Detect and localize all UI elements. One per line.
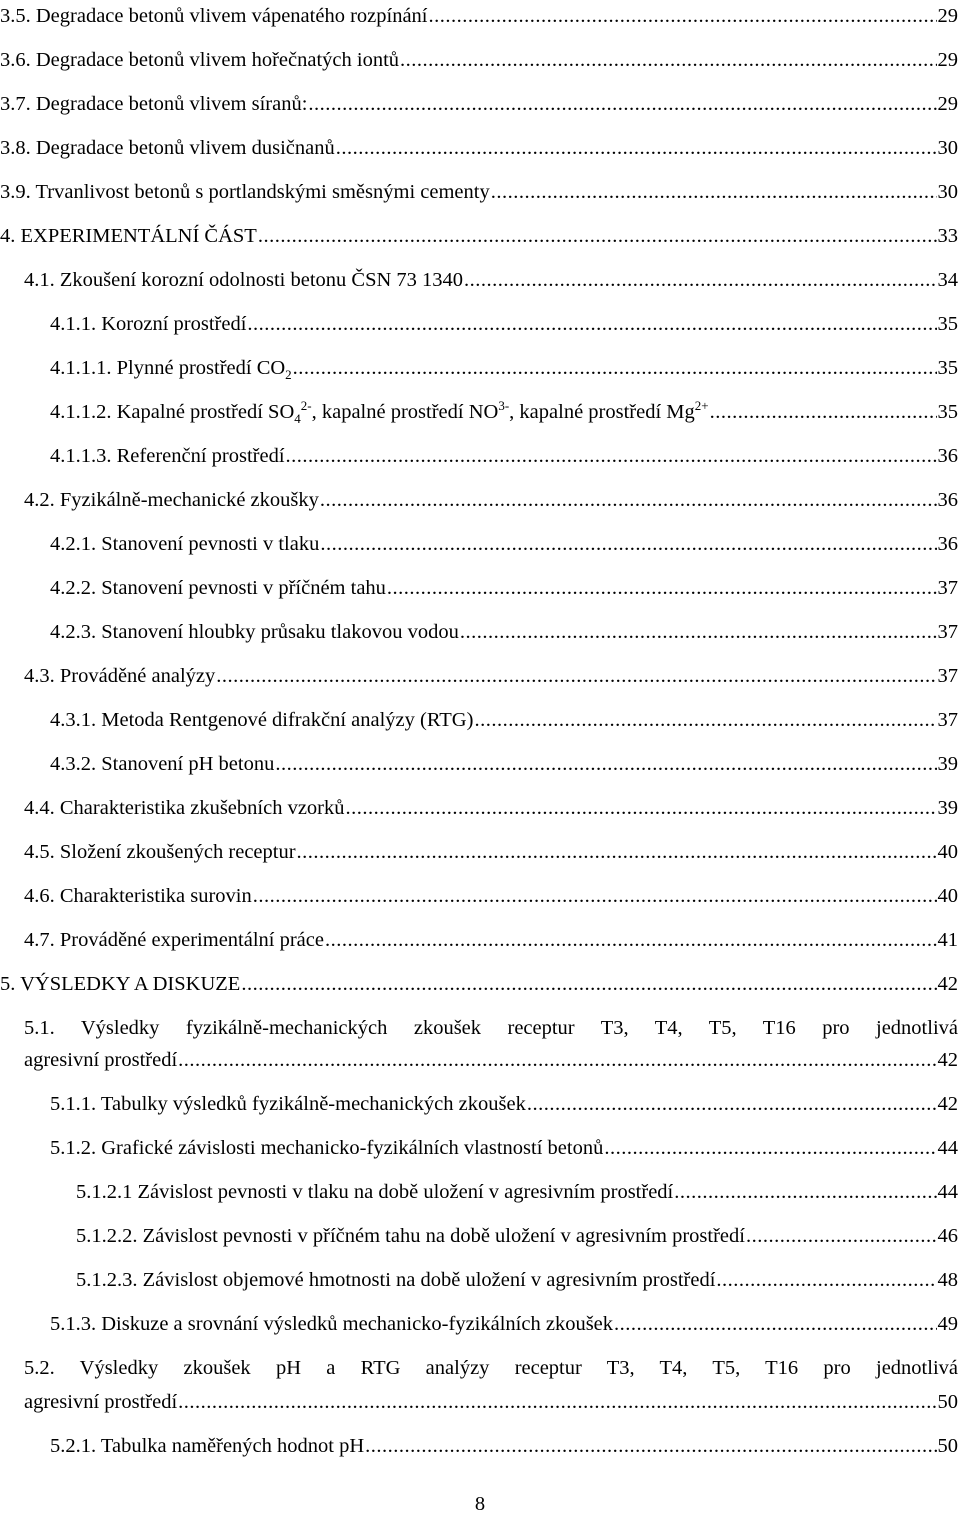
toc-entry-page: 36 [937, 489, 958, 511]
toc-entry[interactable] [24, 796, 958, 820]
toc-entry-title: 4. EXPERIMENTÁLNÍ ČÁST [0, 225, 257, 247]
toc-entry-page: 29 [937, 49, 958, 71]
toc-entry[interactable] [50, 576, 958, 600]
toc-entry-title: agresivní prostředí [24, 1049, 178, 1071]
toc-entry-page: 34 [937, 269, 958, 291]
toc-entry-page: 35 [937, 357, 958, 379]
toc-entry-page: 35 [937, 313, 958, 335]
toc-entry[interactable] [24, 840, 958, 864]
toc-entry-title: 4.6. Charakteristika surovin [24, 885, 252, 907]
toc-entry-title: 4.2. Fyzikálně-mechanické zkoušky [24, 489, 319, 511]
toc-entry-page: 48 [937, 1269, 958, 1291]
toc-entry-page: 37 [937, 577, 958, 599]
toc-entry-title: 5.1.1. Tabulky výsledků fyzikálně-mechanických zkoušek [50, 1093, 526, 1115]
toc-entry-page: 46 [937, 1225, 958, 1247]
toc-entry[interactable] [76, 1180, 958, 1204]
toc-entry-title: 5.1.2.3. Závislost objemové hmotnosti na době uložení v agresivním prostředí [76, 1269, 716, 1291]
toc-entry-page: 29 [937, 5, 958, 27]
toc-entry-title: 4.5. Složení zkoušených receptur [24, 841, 296, 863]
toc-entry-page: 42 [937, 973, 958, 995]
toc-entry-page: 30 [937, 137, 958, 159]
toc-entry[interactable] [50, 312, 958, 336]
toc-entry[interactable] [24, 1390, 958, 1414]
toc-entry[interactable] [50, 532, 958, 556]
toc-entry-title: 4.3.1. Metoda Rentgenové difrakční analýzy (RTG) [50, 709, 474, 731]
toc-entry-title: 5.1.2. Grafické závislosti mechanicko-fyzikálních vlastností betonů [50, 1137, 604, 1159]
toc-entry-title: agresivní prostředí [24, 1391, 178, 1413]
toc-entry-title: 3.7. Degradace betonů vlivem síranů: [0, 93, 308, 115]
toc-entry-title: 4.3.2. Stanovení pH betonu [50, 753, 275, 775]
toc-entry[interactable] [50, 620, 958, 644]
toc-entry[interactable] [50, 708, 958, 732]
toc-entry-title: 4.3. Prováděné analýzy [24, 665, 216, 687]
toc-entry-page: 39 [937, 753, 958, 775]
toc-entry-title: 4.7. Prováděné experimentální práce [24, 929, 324, 951]
toc-entry[interactable] [50, 752, 958, 776]
toc-entry-page: 36 [937, 533, 958, 555]
toc-entry-page: 49 [937, 1313, 958, 1335]
toc-entry-page: 40 [937, 841, 958, 863]
toc-entry[interactable] [50, 1312, 958, 1336]
toc-entry[interactable] [50, 356, 958, 383]
toc-entry[interactable] [0, 136, 958, 160]
toc-entry-page: 44 [937, 1181, 958, 1203]
toc-entry[interactable] [50, 1136, 958, 1160]
toc-entry-title: 5.1.2.2. Závislost pevnosti v příčném tahu na době uložení v agresivním prostředí [76, 1225, 745, 1247]
toc-entry-page: 37 [937, 621, 958, 643]
toc-entry-page: 36 [937, 445, 958, 467]
toc-entry[interactable] [24, 884, 958, 908]
toc-entry-page: 37 [937, 709, 958, 731]
toc-entry[interactable] [0, 224, 958, 248]
toc-entry[interactable] [24, 268, 958, 292]
toc-entry-title: 4.2.1. Stanovení pevnosti v tlaku [50, 533, 320, 555]
toc-entry-title: 4.4. Charakteristika zkušebních vzorků [24, 797, 345, 819]
toc-entry-page: 40 [937, 885, 958, 907]
toc-entry[interactable] [50, 398, 958, 427]
toc-entry[interactable] [50, 444, 958, 468]
toc-entry[interactable] [0, 180, 958, 204]
toc-entry-line1[interactable]: 5.2. Výsledky zkoušek pH a RTG analýzy receptur T3, T4, T5, T16 pro jednotlivá [24, 1357, 958, 1379]
toc-entry-page: 41 [937, 929, 958, 951]
toc-entry-page: 39 [937, 797, 958, 819]
toc-entry[interactable] [50, 1092, 958, 1116]
page-number: 8 [474, 1493, 486, 1515]
toc-entry[interactable] [0, 972, 958, 996]
toc-entry-title: 4.2.3. Stanovení hloubky průsaku tlakovou vodou [50, 621, 459, 643]
toc-entry[interactable] [24, 488, 958, 512]
toc-entry-page: 44 [937, 1137, 958, 1159]
toc-entry-title: 4.1.1. Korozní prostředí [50, 313, 247, 335]
toc-entry[interactable] [50, 1434, 958, 1458]
toc-entry-title: 4.1. Zkoušení korozní odolnosti betonu ČSN 73 1340 [24, 269, 464, 291]
toc-entry-page: 42 [937, 1049, 958, 1071]
toc-entry[interactable] [24, 928, 958, 952]
toc-entry-page: 37 [937, 665, 958, 687]
toc-entry-title: 3.8. Degradace betonů vlivem dusičnanů [0, 137, 335, 159]
toc-entry[interactable] [76, 1224, 958, 1248]
toc-entry-title: 4.1.1.2. Kapalné prostředí $SO_4^{2-}$, kapalné prostředí $NO^{3-}$, kapalné prostředí $Mg^{2+}$ [50, 398, 709, 427]
toc-entry[interactable] [76, 1268, 958, 1292]
toc-entry-page: 50 [937, 1391, 958, 1413]
toc-entry[interactable] [24, 664, 958, 688]
toc-entry-title: 5. VÝSLEDKY A DISKUZE [0, 973, 241, 995]
toc-entry-title: 4.1.1.3. Referenční prostředí [50, 445, 285, 467]
toc-entry[interactable] [0, 4, 958, 28]
toc-entry-page: 29 [937, 93, 958, 115]
toc-entry-page: 50 [937, 1435, 958, 1457]
toc-entry-page: 42 [937, 1093, 958, 1115]
toc-entry-title: 3.5. Degradace betonů vlivem vápenatého rozpínání [0, 5, 428, 27]
toc-entry-title: 3.9. Trvanlivost betonů s portlandskými směsnými cementy [0, 181, 490, 203]
toc-entry-title: 3.6. Degradace betonů vlivem hořečnatých iontů [0, 49, 400, 71]
toc-entry[interactable] [24, 1048, 958, 1072]
toc-entry-page: 30 [937, 181, 958, 203]
toc-entry[interactable] [0, 92, 958, 116]
toc-entry-page: 35 [937, 401, 958, 423]
toc-entry-title: 5.1.3. Diskuze a srovnání výsledků mechanicko-fyzikálních zkoušek [50, 1313, 614, 1335]
toc-entry-title: 5.1.2.1 Závislost pevnosti v tlaku na době uložení v agresivním prostředí [76, 1181, 674, 1203]
toc-entry-page: 33 [937, 225, 958, 247]
toc-entry[interactable] [0, 48, 958, 72]
toc-entry-line1[interactable]: 5.1. Výsledky fyzikálně-mechanických zkoušek receptur T3, T4, T5, T16 pro jednotlivá [24, 1017, 958, 1039]
toc-entry-title: 4.1.1.1. Plynné prostředí $CO_2$ [50, 357, 292, 383]
toc-entry-title: 4.2.2. Stanovení pevnosti v příčném tahu [50, 577, 386, 599]
toc-entry-title: 5.2.1. Tabulka naměřených hodnot pH [50, 1435, 365, 1457]
